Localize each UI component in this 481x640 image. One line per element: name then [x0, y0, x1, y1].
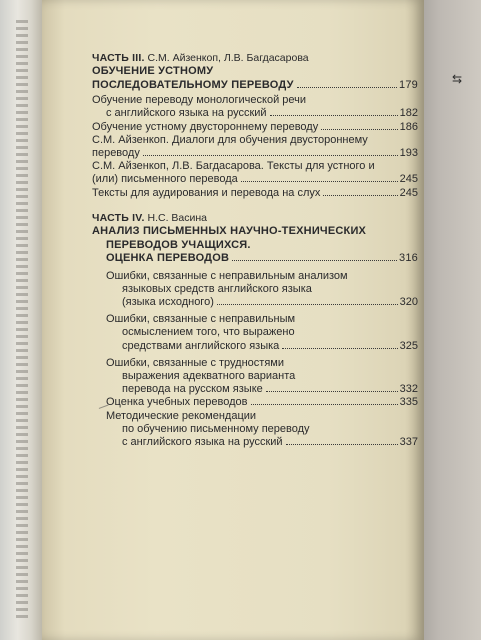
part3-authors: С.М. Айзенкоп, Л.В. Багдасарова [147, 52, 309, 64]
page-number: 320 [399, 295, 418, 308]
page-number: 337 [399, 435, 418, 448]
page-number: 325 [399, 339, 418, 352]
adjacent-page-text [16, 20, 28, 620]
page-number: 182 [399, 107, 418, 120]
part4-title-line2: ПЕРЕВОДОВ УЧАЩИХСЯ. [106, 238, 251, 251]
part3-title [92, 65, 418, 92]
toc-entry: Обучение переводу монологической речи с английского языка на русский 182 [92, 94, 418, 120]
arrows-icon: ⇆ [452, 72, 463, 86]
page-number: 245 [399, 173, 418, 186]
part3-title-line2: ПОСЛЕДОВАТЕЛЬНОМУ ПЕРЕВОДУ [92, 78, 294, 91]
part4-title-line1: АНАЛИЗ ПИСЬМЕННЫХ НАУЧНО-ТЕХНИЧЕСКИХ [92, 225, 367, 238]
toc-entry: Тексты для аудирования и перевода на слух 245 [92, 186, 418, 199]
adjacent-page-left [0, 0, 44, 640]
part4-label: ЧАСТЬ IV. [92, 211, 145, 224]
part3-title-line1: ОБУЧЕНИЕ УСТНОМУ [92, 65, 214, 78]
part3-label: ЧАСТЬ III. [92, 52, 145, 64]
part3-title-page: 179 [399, 78, 418, 91]
part4-title-page: 316 [399, 252, 418, 265]
part4-header [92, 212, 418, 225]
part4-authors: Н.С. Васина [147, 211, 208, 224]
table-of-contents [92, 52, 418, 449]
toc-entry: Методические рекомендации по обучению письменному переводу с английского языка на русский 337 [106, 409, 418, 448]
page-number: 332 [399, 383, 418, 396]
toc-entry: Ошибки, связанные с неправильным осмыслением того, что выражено средствами английского языка 325 [106, 313, 418, 352]
toc-entry: Ошибки, связанные с неправильным анализом языковых средств английского языка (языка исходного) 320 [106, 269, 418, 308]
page-number: 335 [399, 396, 418, 409]
page-number: 245 [399, 186, 418, 199]
part4-title-line3: ОЦЕНКА ПЕРЕВОДОВ [106, 252, 230, 265]
toc-entry: Оценка учебных переводов 335 [106, 396, 418, 409]
part3-header [92, 52, 418, 65]
toc-entry: Ошибки, связанные с трудностями выражения адекватного варианта перевода на русском языке 332 [106, 356, 418, 396]
page-number: 186 [399, 120, 418, 133]
page-number: 193 [399, 147, 418, 160]
toc-entry: С.М. Айзенкоп, Л.В. Багдасарова. Тексты для устного и (или) письменного перевода 245 [92, 160, 418, 186]
toc-entry: С.М. Айзенкоп. Диалоги для обучения двустороннему переводу 193 [92, 133, 418, 160]
toc-entry: Обучение устному двустороннему переводу 186 [92, 120, 418, 133]
part4-title [92, 225, 418, 266]
adjacent-page-right [420, 0, 481, 640]
